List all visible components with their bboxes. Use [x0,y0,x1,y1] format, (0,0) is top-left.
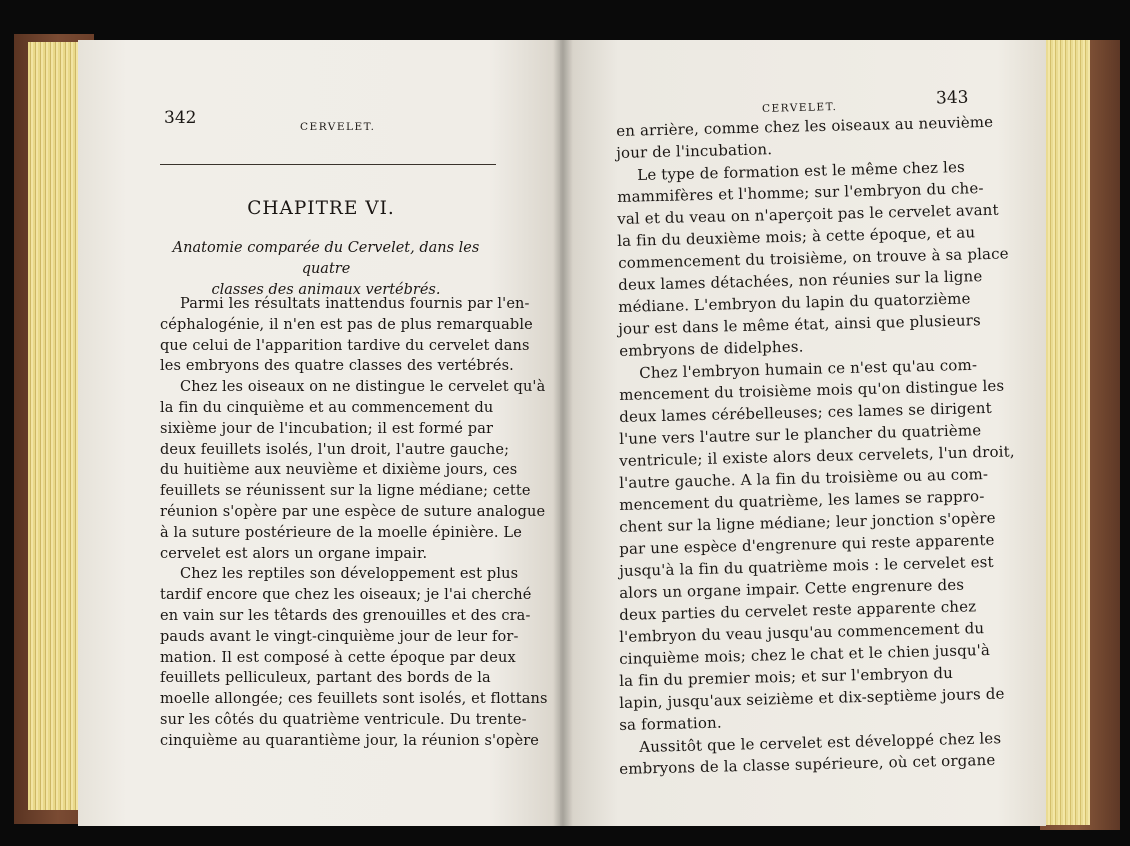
text-line: deux lames cérébelleuses; ces lames se dirigent [619,398,993,426]
text-line: deux lames détachées, non réunies sur la ligne [617,267,983,294]
text-line: l'une vers l'autre sur le plancher du quatrième [619,421,982,448]
right-page [560,40,1046,826]
text-line: en arrière, comme chez les oiseaux au neuvième [616,112,994,140]
page-edges-left [28,42,84,810]
text-line: mation. Il est composé à cette époque par deux [160,649,516,666]
text-line: ventricule; il existe alors deux cervelets, l'un droit, [619,442,1015,470]
text-line: céphalogénie, il n'en est pas de plus remarquable [160,316,533,333]
text-line: embryons de didelphes. [618,337,804,360]
text-line: sur les côtés du quatrième ventricule. Du trente- [160,712,527,728]
text-line: que celui de l'apparition tardive du cervelet dans [160,337,530,354]
text-line: mencement du quatrième, les lames se rappro- [619,487,985,514]
text-line: du huitième aux neuvième et dixième jours, ces [160,462,518,479]
text-line: feuillets pelliculeux, partant des bords de la [160,670,491,687]
text-line: alors un organe impair. Cette engrenure des [619,575,965,602]
text-line: tardif encore que chez les oiseaux; je l'ai cherché [160,587,532,604]
text-line: sa formation. [619,713,722,734]
text-line: feuillets se réunissent sur la ligne médiane; cette [160,483,531,500]
text-line: jour est dans le même état, ainsi que plusieurs [618,311,982,338]
subtitle-line: Anatomie comparée du Cervelet, dans les quatre [172,240,480,277]
text-line: l'autre gauche. A la fin du troisième ou au com- [619,464,989,492]
text-line: Le type de formation est le même chez les [636,157,965,184]
text-line: Aussitôt que le cervelet est développé chez les [639,729,1002,756]
text-line: val et du veau on n'aperçoit pas le cervelet avant [617,200,999,228]
text-line: pauds avant le vingt-cinquième jour de leur for- [160,628,519,645]
text-line: en vain sur les têtards des grenouilles et des cra- [160,608,531,624]
text-line: l'embryon du veau jusqu'au commencement du [619,619,985,646]
running-head: CERVELET. [300,121,376,133]
text-line: la fin du deuxième mois; à cette époque, et au [617,223,976,250]
text-line: les embryons des quatre classes des vertébrés. [160,358,514,375]
text-line: la fin du cinquième et au commencement du [160,400,494,416]
subtitle-line: classes des animaux vertébrés. [211,282,441,298]
text-line: jour de l'incubation. [616,140,773,162]
text-line: à la suture postérieure de la moelle épinière. Le [160,524,522,541]
text-line: mammifères et l'homme; sur l'embryon du che- [616,179,984,206]
page-number: 343 [935,87,969,109]
text-line: Chez les oiseaux on ne distingue le cervelet qu'à [180,379,546,396]
left-page [78,40,562,826]
text-line: Chez l'embryon humain ce n'est qu'au com- [638,355,978,382]
text-line: cinquième mois; chez le chat et le chien jusqu'à [619,640,991,668]
text-line: moelle allongée; ces feuillets sont isolés, et flottans [160,691,548,708]
text-line: cervelet est alors un organe impair. [160,545,428,562]
chapter-title: CHAPITRE VI. [247,198,395,219]
header-rule [160,164,496,165]
book-gutter [553,40,573,826]
text-line: par une espèce d'engrenure qui reste apparente [619,530,995,558]
chapter-subtitle [156,238,496,301]
text-line: jusqu'à la fin du quatrième mois : le cervelet est [619,552,994,580]
text-line: mencement du troisième mois qu'on distingue les [619,376,1005,404]
text-line: réunion s'opère par une espèce de suture analogue [160,504,546,520]
text-line: deux feuillets isolés, l'un droit, l'autre gauche; [160,441,510,458]
text-line: Chez les reptiles son développement est plus [180,566,519,583]
text-line: embryons de la classe supérieure, où cet organe [619,750,996,778]
text-line: médiane. L'embryon du lapin du quatorzième [618,289,971,316]
running-head: CERVELET. [761,100,838,116]
text-line: commencement du troisième, on trouve à sa place [617,244,1009,272]
page-number: 342 [164,108,197,128]
text-line: Parmi les résultats inattendus fournis par l'en- [180,296,530,312]
text-line: la fin du premier mois; et sur l'embryon du [619,663,954,690]
text-line: lapin, jusqu'aux seizième et dix-septième jours de [619,684,1005,712]
text-line: cinquième au quarantième jour, la réunion s'opère [160,732,540,749]
text-line: chent sur la ligne médiane; leur jonction s'opère [619,508,996,536]
text-line: sixième jour de l'incubation; il est formé par [160,420,494,437]
text-line: deux parties du cervelet reste apparente chez [619,597,977,624]
